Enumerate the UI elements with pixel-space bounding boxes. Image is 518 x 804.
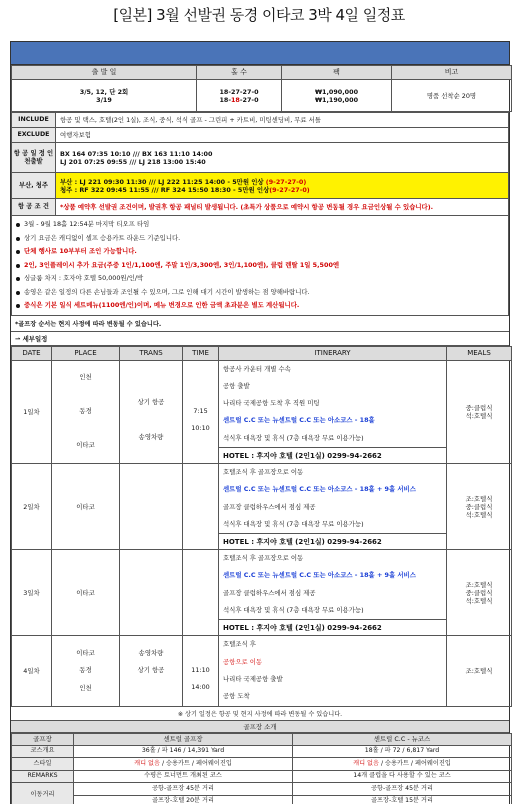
chevron-icon: ⇀ xyxy=(15,334,23,343)
note-item: 중식은 기본 일식 세트메뉴(1100엔/인)이며, 메뉴 변경으로 인한 금액 초과분은 별도 계산됩니다. xyxy=(14,299,506,313)
hotel-info: HOTEL : 후지야 호텔 (2인1실) 0299-94-2662 xyxy=(219,619,446,635)
day-place: 이타코 xyxy=(52,463,120,549)
day-itinerary: 호텔조식 후 골프장으로 이동 센트럴 C.C 또는 뉴센트럴 C.C 또는 아소코스 - 18홀 + 9홀 서비스 골프장 클럽하우스에서 점심 제공 석식후 대욕장 및 휴식 (7층 대욕장 무료 이용가능) HOTEL : 후지야 호텔 (2인1실) 0299-94-2662 xyxy=(219,463,447,549)
golf-order-note: *골프장 순서는 현지 사정에 따라 변동될 수 있습니다. xyxy=(15,320,162,328)
day-itinerary: 항공사 카운터 개별 수속 공항 출발 나리타 국제공항 도착 후 직원 미팅 센트럴 C.C 또는 뉴센트럴 C.C 또는 아소코스 - 18홀 석식후 대욕장 및 휴식 (7층 대욕장 무료 이용가능) HOTEL : 후지야 호텔 (2인1실) 0299-94-2662 xyxy=(219,360,447,463)
schedule-lines: BX 164 07:35 10:10 /// BX 163 11:10 14:00 LJ 201 07:25 09:55 /// LJ 218 13:00 15:40 xyxy=(56,143,509,173)
header-pack: 팩 xyxy=(282,66,392,80)
holes-red: 18 xyxy=(230,95,240,104)
golf-row-label: 스타일 xyxy=(12,758,74,771)
itinerary-document xyxy=(10,41,510,804)
col-date: DATE xyxy=(12,346,52,360)
col-place: PLACE xyxy=(52,346,120,360)
departure-dates: 3/5, 12, 단 2회 3/19 xyxy=(12,80,197,112)
day-time xyxy=(183,463,219,549)
golf-row-label: 코스개요 xyxy=(12,745,74,758)
include-text: 항공 및 택스, 호텔(2인 1실), 조식, 중식, 석식 골프 - 그린피 + 카트비, 미팅센딩비, 무료 서틀 xyxy=(56,113,509,128)
note-item: 상기 요금은 캐디없이 셀프 승용카트 라운드 기준입니다. xyxy=(14,232,506,246)
day-date: 1일차 xyxy=(12,360,52,463)
header-holes: 홀 수 xyxy=(197,66,282,80)
golf-course-b: 18홀 / 파 72 / 6,817 Yard xyxy=(293,745,512,758)
golf-distance-b: 공항-골프장 45분 거리 xyxy=(293,783,512,796)
exclude-label: EXCLUDE xyxy=(12,128,56,143)
day-time: 11:10 14:00 xyxy=(183,636,219,706)
day-place: 이타코 동경 인천 xyxy=(52,636,120,706)
golf-remark-a: 수평은 토너먼트 개최된 코스 xyxy=(74,770,293,783)
regional-label: 부산, 청주 xyxy=(12,173,56,199)
day-meals: 조:호텔식 중:클럽식 석:호텔식 xyxy=(447,550,512,636)
golf-remark-b: 14개 클럽을 다 사용할 수 있는 코스 xyxy=(293,770,512,783)
note-item: 3월 - 9월 18홀 12:54분 마지막 티오프 타임 xyxy=(14,218,506,232)
holes-values: 18-27-27-0 18-18-27-0 xyxy=(197,80,282,112)
golf-table xyxy=(11,733,512,804)
day-itinerary: 호텔조식 후 공항으로 이동 나리타 국제공항 출발 공항 도착 xyxy=(219,636,447,706)
header-remark: 비고 xyxy=(392,66,512,80)
day-date: 3일차 xyxy=(12,550,52,636)
golf-distance-b: 골프장-호텔 15분 거리 xyxy=(293,795,512,804)
include-label: INCLUDE xyxy=(12,113,56,128)
conditions-text: *상품 예약후 선발권 조건이며, 발권후 항공 패널티 발생됩니다. (초특가 상품으로 예약시 항공 변동될 경우 요금인상될 수 있습니다). xyxy=(56,199,509,216)
golf-course-a: 36홀 / 파 146 / 14,391 Yard xyxy=(74,745,293,758)
golf-header-label: 골프장 xyxy=(12,733,74,745)
note-item: 단체 행사로 10부부터 조인 가능합니다. xyxy=(14,245,506,259)
golf-style-a: 캐디 없음 / 승용카트 / 페어웨이진입 xyxy=(74,758,293,771)
header-departure: 출 발 일 xyxy=(12,66,197,80)
day-trans: 송영차량 상기 항공 xyxy=(120,636,183,706)
golf-distance-a: 골프장-호텔 20분 거리 xyxy=(74,795,293,804)
pack-prices: ₩1,090,000 ₩1,190,000 xyxy=(282,80,392,112)
header-bar xyxy=(11,42,509,65)
holes-prefix: 18- xyxy=(219,95,231,104)
itinerary-day-1 xyxy=(12,360,512,463)
day-meals: 조:호텔식 xyxy=(447,636,512,706)
golf-row-label: REMARKS xyxy=(12,770,74,783)
schedule-label: 항 공 일 정 인천출발 xyxy=(12,143,56,173)
golf-distance-a: 공항-골프장 45분 거리 xyxy=(74,783,293,796)
detail-title: ⇀ 세부일정 xyxy=(11,331,509,346)
day-date: 2일차 xyxy=(12,463,52,549)
day-meals: 조:호텔식 중:클럽식 석:호텔식 xyxy=(447,463,512,549)
info-table xyxy=(11,112,509,316)
notes-section xyxy=(12,216,509,316)
note-item: 싱글룸 차지 : 호자야 호텔 50,000원/인/박 xyxy=(14,272,506,286)
day-trans xyxy=(120,550,183,636)
itinerary-day-2 xyxy=(12,463,512,549)
conditions-label: 항 공 조 건 xyxy=(12,199,56,216)
golf-header-b: 센트럴 C.C - 뉴코스 xyxy=(293,733,512,745)
day-place: 인천 동경 이타코 xyxy=(52,360,120,463)
day-place: 이타코 xyxy=(52,550,120,636)
exclude-text: 여행자보험 xyxy=(56,128,509,143)
price-table xyxy=(11,65,512,112)
col-trans: TRANS xyxy=(120,346,183,360)
golf-section-title: 골프장 소개 xyxy=(11,721,509,733)
col-itinerary: ITINERARY xyxy=(219,346,447,360)
note-item: 송영은 같은 일정의 다른 손님들과 조인될 수 있으며, 그로 인해 대기 시간이 발생하는 점 양해바랍니다. xyxy=(14,286,506,300)
col-meals: MEALS xyxy=(447,346,512,360)
day-trans: 상기 항공 송영차량 xyxy=(120,360,183,463)
golf-style-b: 캐디 없음 / 승용카트 / 페어웨이진입 xyxy=(293,758,512,771)
hotel-info: HOTEL : 후지야 호텔 (2인1실) 0299-94-2662 xyxy=(219,447,446,463)
itinerary-table xyxy=(11,346,512,707)
hotel-info: HOTEL : 후지야 호텔 (2인1실) 0299-94-2662 xyxy=(219,533,446,549)
page-title: [일본] 3월 선발권 동경 이타코 3박 4일 일정표 xyxy=(113,6,405,24)
day-date: 4일차 xyxy=(12,636,52,706)
remark-value: 명품 선착순 20명 xyxy=(392,80,512,112)
day-time: 7:15 10:10 xyxy=(183,360,219,463)
itinerary-footnote: ※ 상기 일정은 항공 및 현지 사정에 따라 변동될 수 있습니다. xyxy=(11,707,509,721)
day-trans xyxy=(120,463,183,549)
day-meals: 중:클럽식 석:호텔식 xyxy=(447,360,512,463)
day-itinerary: 호텔조식 후 골프장으로 이동 센트럴 C.C 또는 뉴센트럴 C.C 또는 아소코스 - 18홀 + 9홀 서비스 골프장 클럽하우스에서 점심 제공 석식후 대욕장 및 휴식 (7층 대욕장 무료 이용가능) HOTEL : 후지야 호텔 (2인1실) 0299-94-2662 xyxy=(219,550,447,636)
regional-lines: 부산 : LJ 221 09:30 11:30 /// LJ 222 11:25 14:00 - 5만원 인상 (9-27-27-0) 청주 : RF 322 09:45 11:55 /// RF 324 15:50 18:30 - 5만원 인상(9-27-27-0) xyxy=(56,173,509,199)
itinerary-day-3 xyxy=(12,550,512,636)
golf-distance-label: 이동거리 xyxy=(12,783,74,804)
itinerary-day-4 xyxy=(12,636,512,706)
golf-header-a: 센트럴 골프장 xyxy=(74,733,293,745)
note-item: 2인, 3인플레이시 추가 요금(주중 1인/1,100엔, 주말 1인/3,300엔, 3인/1,100엔), 클럽 렌탈 1일 5,500엔 xyxy=(14,259,506,273)
col-time: TIME xyxy=(183,346,219,360)
day-time xyxy=(183,550,219,636)
